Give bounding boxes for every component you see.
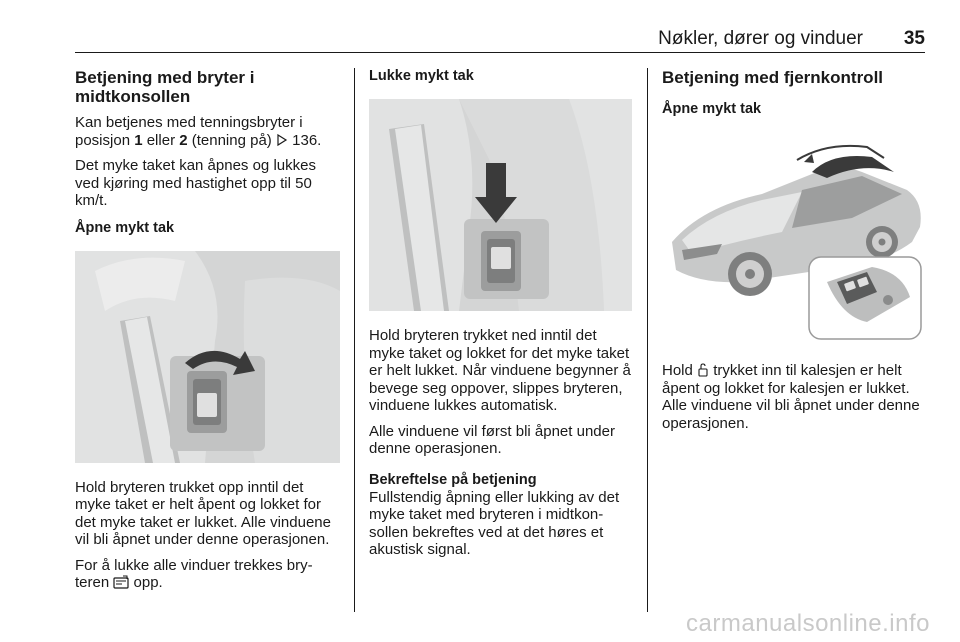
column-2 (369, 68, 634, 567)
paragraph (75, 114, 340, 149)
triangle-reference-icon (276, 133, 288, 147)
unlock-button-icon (697, 363, 709, 377)
paragraph: Hold bryteren trykket ned inntil det myke taket og lokket for det myke taket er helt lukket. Når vinduene begynner å bevege seg oppover, slippes bryteren, vinduene lukkes automatisk. (369, 327, 631, 414)
text-span: (tenning på) (187, 131, 276, 149)
paragraph (662, 362, 927, 432)
column-divider (647, 68, 648, 612)
remote-control-illustration (662, 132, 925, 344)
roof-switch-icon (113, 575, 129, 589)
watermark: carmanualsonline.info (686, 610, 930, 637)
position-1: 1 (134, 131, 143, 149)
text-span: opp. (129, 574, 163, 591)
text-span: Hold (662, 362, 698, 379)
page-reference: 136. (287, 131, 322, 149)
paragraph: Hold bryteren trukket opp inntil det myke taket er helt åpent og lokket for det myke taket er lukket. Alle vinduene vil bli åpnet under denne operasjonen. (75, 478, 331, 548)
text-span: trykket inn til kalesjen er helt åpent og lokket for kalesjen er lukket. Alle vinduene vil bli åpnet under denne operasjonen. (662, 362, 920, 432)
section-heading: Betjening med fjernkontroll (662, 68, 884, 87)
column-3 (662, 68, 927, 440)
paragraph: Det myke taket kan åpnes og lukkes ved kjøring med hastighet opp til 50 km/t. (75, 157, 316, 209)
text-span: eller (142, 131, 180, 149)
chapter-title: Nøkler, dører og vinduer (658, 28, 863, 49)
subheading: Åpne mykt tak (75, 219, 175, 236)
column-divider (354, 68, 355, 612)
paragraph (75, 557, 340, 592)
paragraph: Fullstendig åpning eller lukking av det myke taket med bryteren i midtkonsollen bekreftes ved at det høres et akustisk signal. (369, 488, 620, 558)
page-number: 35 (903, 28, 925, 49)
subheading: Bekreftelse på betjening (369, 471, 537, 488)
section-heading: Betjening med bryter i midtkonsollen (75, 68, 255, 106)
text-span: For å lukke alle vinduer trekkes bryteren (75, 556, 313, 591)
page-header (75, 24, 925, 53)
text-span: Kan betjenes med tenningsbryter i posisjon (75, 114, 303, 149)
column-1 (75, 68, 340, 600)
subheading: Lukke mykt tak (369, 68, 474, 84)
console-switch-close-illustration (369, 99, 632, 311)
subheading: Åpne mykt tak (662, 101, 762, 117)
position-2: 2 (179, 131, 188, 149)
paragraph: Alle vinduene vil først bli åpnet under denne operasjonen. (369, 422, 615, 457)
console-switch-open-illustration (75, 251, 340, 463)
